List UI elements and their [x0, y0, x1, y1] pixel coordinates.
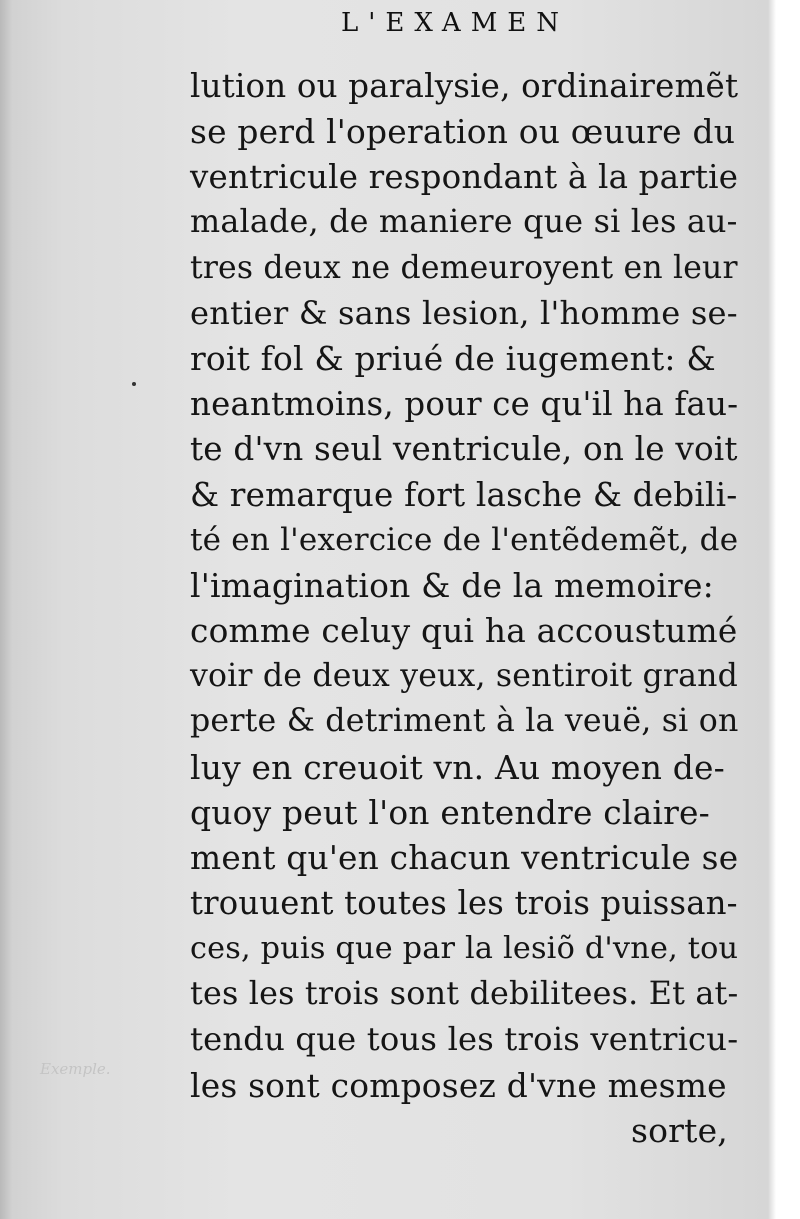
text-line: ment qu'en chacun ventricule se — [190, 838, 739, 877]
text-line: & remarque fort lasche & debili- — [190, 475, 738, 514]
text-line: tendu que tous les trois ventricu- — [190, 1020, 739, 1059]
text-line: voir de deux yeux, sentiroit grand — [190, 658, 738, 695]
text-line: roit fol & priué de iugement: & — [190, 339, 716, 379]
text-line: entier & sans lesion, l'homme se- — [190, 293, 738, 332]
text-line: l'imagination & de la memoire: — [190, 566, 714, 606]
text-line: trouuent toutes les trois puissan- — [190, 884, 738, 923]
text-line: te d'vn seul ventricule, on le voit — [190, 430, 738, 469]
text-line: té en l'exercice de l'entẽdemẽt, de — [190, 521, 739, 558]
text-line: perte & detriment à la veuë, si on — [190, 703, 739, 740]
text-line: les sont composez d'vne mesme — [190, 1065, 727, 1105]
body-text — [190, 64, 740, 1153]
text-line: ces, puis que par la lesiõ d'vne, tou — [190, 931, 739, 967]
text-line: luy en creuoit vn. Au moyen de- — [190, 747, 725, 787]
page-gutter-shadow — [0, 0, 12, 1219]
text-line: ventricule respondant à la partie — [190, 157, 739, 196]
catchword: sorte, — [630, 1110, 728, 1150]
text-line: tes les trois sont debilitees. Et at- — [190, 975, 739, 1012]
text-line: quoy peut l'on entendre claire- — [190, 793, 710, 833]
show-through-marginal-note: Exemple. — [40, 1060, 111, 1078]
text-line: comme celuy qui ha accoustumé — [190, 611, 738, 650]
text-line: lution ou paralysie, ordinairemẽt — [190, 67, 739, 105]
ink-speck — [132, 382, 136, 386]
text-line: tres deux ne demeuroyent en leur — [190, 249, 738, 286]
text-line: malade, de maniere que si les au- — [190, 204, 738, 241]
running-head: L'EXAMEN — [340, 8, 570, 38]
text-line: se perd l'operation ou œuure du — [190, 112, 736, 152]
text-line: neantmoins, pour ce qu'il ha fau- — [190, 384, 739, 423]
